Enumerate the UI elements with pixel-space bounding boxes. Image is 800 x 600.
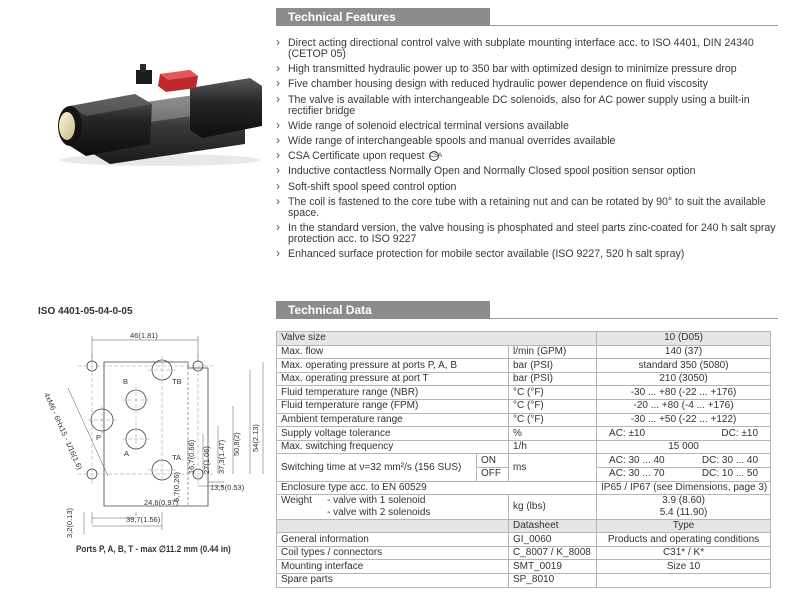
table-row: [277, 546, 771, 560]
cell-label: General information: [277, 533, 509, 547]
iso-interface-label: ISO 4401-05-04-0-05: [38, 306, 133, 317]
list-item: › The coil is fastened to the core tube with a retaining nut and can be rotated by 90° to suit the available space.: [276, 197, 776, 219]
csa-logo-icon: CSA: [429, 153, 442, 160]
cell-value: 140 (37): [597, 345, 771, 359]
list-item: › Five chamber housing design with reduced hydraulic power dependence on fluid viscosity: [276, 79, 776, 90]
table-row: [277, 519, 771, 533]
list-item: › High transmitted hydraulic power up to 350 bar with optimized design to minimize pressure drop: [276, 64, 776, 75]
on-dc-value: DC: 30 ... 40: [701, 454, 759, 466]
off-dc-value: DC: 10 ... 50: [701, 468, 759, 480]
plate-outline: [104, 362, 208, 506]
list-item: › CSA Certificate upon request CSA: [276, 151, 776, 162]
off-ac-value: AC: 30 ... 70: [609, 468, 665, 480]
cell-unit: ms: [509, 454, 597, 481]
cell-on: ON: [477, 454, 509, 468]
list-item: › Soft-shift spool speed control option: [276, 182, 776, 193]
cell-datasheet: SP_8010: [509, 573, 597, 587]
cell-unit: kg (lbs): [509, 495, 597, 519]
cell-unit: °C (°F): [509, 413, 597, 427]
cell-value: -30 ... +50 (-22 ... +122): [597, 413, 771, 427]
header-rule: [490, 318, 778, 319]
cell-value: 15 000: [597, 440, 771, 454]
port-label-p: P: [96, 433, 102, 442]
mounting-interface-drawing: [38, 326, 274, 554]
dim-27: 27(1.06): [202, 446, 211, 474]
dim-24-6: 24,6(0.97): [144, 498, 179, 507]
cell-type: Size 10: [597, 560, 771, 574]
list-item: › Inductive contactless Normally Open and Normally Closed spool position sensor option: [276, 166, 776, 177]
table-row: [277, 345, 771, 359]
cell-label: Valve size: [277, 332, 597, 346]
cell-unit: %: [509, 427, 597, 441]
cell-label: Enclosure type acc. to EN 60529: [277, 481, 597, 495]
cell-unit: 1/h: [509, 440, 597, 454]
table-row: [277, 399, 771, 413]
technical-data-table: [276, 331, 771, 588]
ports-caption: Ports P, A, B, T - max ∅11.2 mm (0.44 in): [76, 544, 231, 554]
technical-data-header: Technical Data: [276, 301, 490, 319]
cell-value: -30 ... +80 (-22 ... +176): [597, 386, 771, 400]
cell-value: standard 350 (5080): [597, 359, 771, 373]
cell-label: Spare parts: [277, 573, 509, 587]
dim-thread: 4xM6 - 6Hx15 - 1/16(1.6): [42, 391, 85, 471]
table-row: [277, 454, 771, 468]
cell-datasheet: C_8007 / K_8008: [509, 546, 597, 560]
dim-top: 46(1.81): [130, 331, 158, 340]
table-row: [277, 413, 771, 427]
cell-value: [597, 495, 771, 519]
cell-unit: bar (PSI): [509, 359, 597, 373]
cell-label: Ambient temperature range: [277, 413, 509, 427]
cell-unit: °C (°F): [509, 386, 597, 400]
dim-37-3: 37,3(1.47): [217, 439, 226, 474]
list-item: › Wide range of solenoid electrical terminal versions available: [276, 121, 776, 132]
cell-value: 210 (3050): [597, 372, 771, 386]
cell-label: Switching time at ν=32 mm²/s (156 SUS): [277, 454, 477, 481]
on-ac-value: AC: 30 ... 40: [609, 454, 665, 466]
port-label-b: B: [123, 377, 129, 386]
dim-50-8: 50,8(2): [232, 432, 241, 456]
cell-unit: bar (PSI): [509, 372, 597, 386]
cell-label: Max. flow: [277, 345, 509, 359]
cell-label: Supply voltage tolerance: [277, 427, 509, 441]
port-label-ta: TA: [172, 453, 182, 462]
table-row: [277, 427, 771, 441]
cell-unit: °C (°F): [509, 399, 597, 413]
cell-value: [597, 467, 771, 481]
cell-off: OFF: [477, 467, 509, 481]
cell-type: C31* / K*: [597, 546, 771, 560]
cell-label: Max. switching frequency: [277, 440, 509, 454]
cell-type: Products and operating conditions: [597, 533, 771, 547]
table-row: [277, 481, 771, 495]
header-rule: [490, 25, 778, 26]
cell-value: IP65 / IP67 (see Dimensions, page 3): [597, 481, 771, 495]
cell-value: -20 ... +80 (-4 ... +176): [597, 399, 771, 413]
dim-13-5: 13,5(0.53): [210, 483, 245, 492]
table-row: [277, 386, 771, 400]
product-valve-image: [40, 60, 265, 170]
dc-value: DC: ±10: [721, 427, 759, 439]
dim-6-7: 6,7(0.26): [172, 471, 181, 502]
cell-unit: l/min (GPM): [509, 345, 597, 359]
dim-39-7: 39,7(1.56): [126, 515, 161, 524]
cell-label: [277, 495, 509, 519]
cell-label: Max. operating pressure at port T: [277, 372, 509, 386]
list-item: › Wide range of interchangeable spools and manual overrides available: [276, 136, 776, 147]
ac-value: AC: ±10: [609, 427, 646, 439]
dim-16-7: 16,7(0.66): [187, 439, 196, 474]
features-list: [276, 38, 776, 264]
cell-datasheet: SMT_0019: [509, 560, 597, 574]
cell-label: Fluid temperature range (NBR): [277, 386, 509, 400]
cell-datasheet: GI_0060: [509, 533, 597, 547]
cell-label: Fluid temperature range (FPM): [277, 399, 509, 413]
cell-header-type: Type: [597, 519, 771, 533]
table-row: [277, 332, 771, 346]
table-row: [277, 359, 771, 373]
cell-value: [597, 427, 771, 441]
cell-label: Mounting interface: [277, 560, 509, 574]
dim-3-2: 3,2(0.13): [65, 507, 74, 538]
list-item: › The valve is available with interchangeable DC solenoids, also for AC power supply using a built-in rectifier bridge: [276, 95, 776, 117]
table-row: [277, 573, 771, 587]
weight-value-2: 5.4 (11.90): [659, 506, 708, 518]
port-label-tb: TB: [172, 377, 182, 386]
table-row: [277, 495, 771, 519]
cell-type: [597, 573, 771, 587]
table-row: [277, 372, 771, 386]
dim-54: 54(2.13): [251, 424, 260, 452]
cell-value: [597, 454, 771, 468]
weight-line-1: - valve with 1 solenoid: [327, 495, 426, 507]
table-row: [277, 533, 771, 547]
weight-line-2: - valve with 2 solenoids: [327, 506, 431, 518]
technical-features-header: Technical Features: [276, 8, 490, 26]
port-label-a: A: [124, 449, 130, 458]
table-row: [277, 560, 771, 574]
weight-label: Weight: [281, 495, 312, 507]
cell-value: 10 (D05): [597, 332, 771, 346]
cell-label: Max. operating pressure at ports P, A, B: [277, 359, 509, 373]
list-item: › Enhanced surface protection for mobile sector available (ISO 9227, 520 h salt spray): [276, 249, 776, 260]
weight-value-1: 3.9 (8.60): [662, 495, 705, 507]
table-row: [277, 440, 771, 454]
cell-label: Coil types / connectors: [277, 546, 509, 560]
cell-header-datasheet: Datasheet: [509, 519, 597, 533]
list-item: › In the standard version, the valve housing is phosphated and steel parts zinc-coated for 240 h salt spray protection acc. to ISO 9227: [276, 223, 776, 245]
list-item: › Direct acting directional control valve with subplate mounting interface acc. to ISO 4401, DIN 24340 (CETOP 05): [276, 38, 776, 60]
cell-empty: [277, 519, 509, 533]
